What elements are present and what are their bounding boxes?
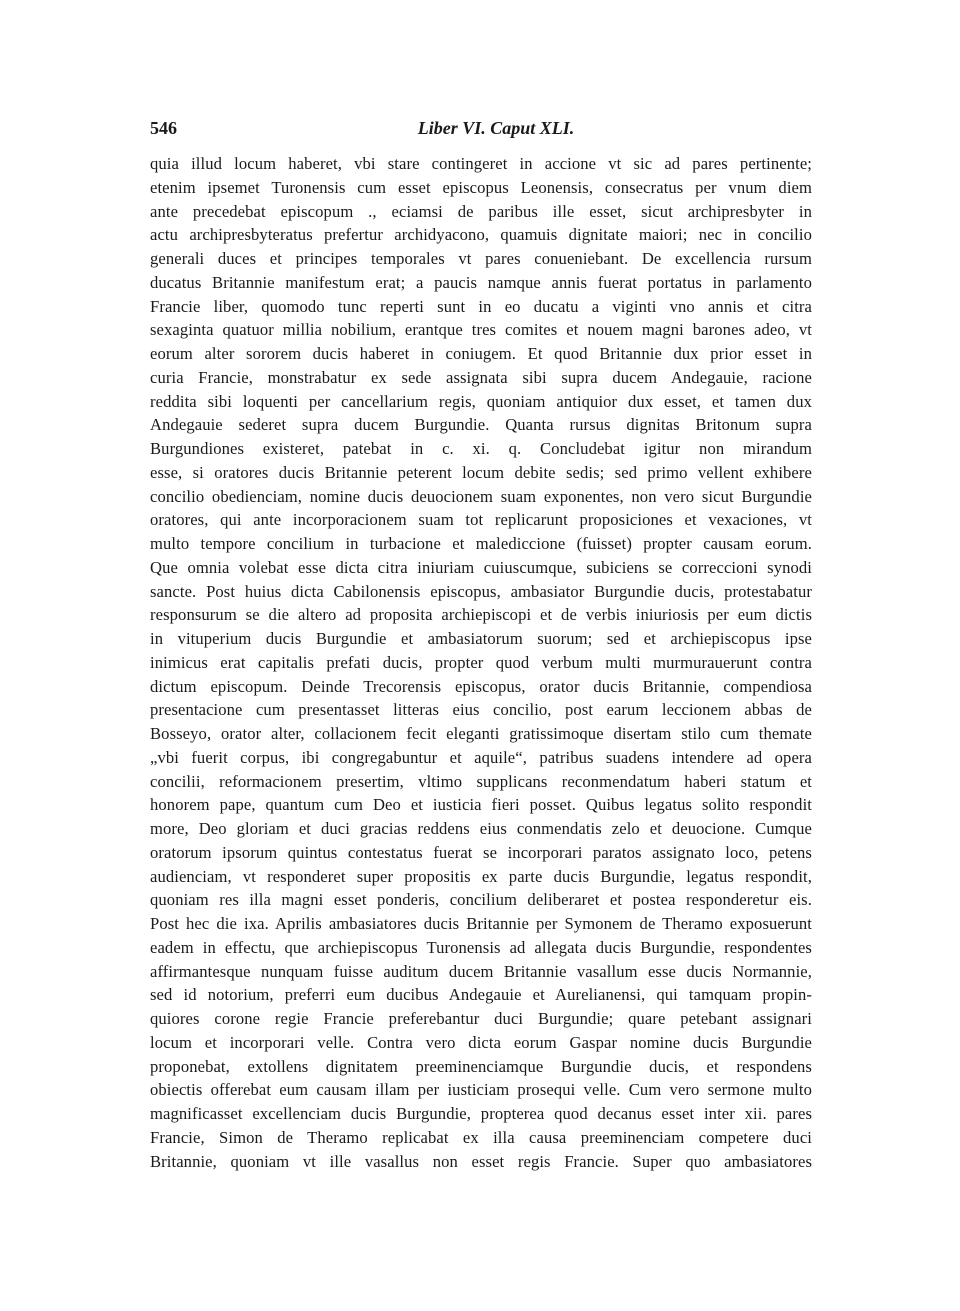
text-line: magnificasset excellenciam ducis Burgundie, propterea quod decanus esset inter xii. pares	[150, 1104, 812, 1123]
text-line: eadem in effectu, que archiepiscopus Turonensis ad allegata ducis Burgundie, respondentes	[150, 937, 812, 957]
text-line: esse, si oratores ducis Britannie peterent locum debite sedis; sed primo vellent exhibere	[150, 462, 812, 482]
text-line: quia illud locum haberet, vbi stare contingeret in accione vt sic ad pares pertinente;	[150, 154, 812, 173]
text-line: quoniam res illa magni esset ponderis, concilium deliberaret et postea responderetur eis.	[150, 890, 812, 910]
text-line: Francie, Simon de Theramo replicabat ex illa causa preeminenciam competere duci	[150, 1127, 812, 1147]
page-header	[150, 118, 812, 144]
page-number: 546	[150, 118, 177, 138]
text-line: Bosseyo, orator alter, collacionem fecit eleganti gratissimoque disertam stilo cum themate	[150, 724, 812, 743]
text-line: quiores corone regie Francie preferebantur duci Burgundie; quare petebant assignari	[150, 1009, 812, 1028]
text-line: inimicus erat capitalis prefati ducis, propter quod verbum multi murmurauerunt contra	[150, 652, 812, 672]
text-line: sexaginta quatuor millia nobilium, erantque tres comites et nouem magni barones adeo, vt	[150, 320, 812, 340]
text-line: reddita sibi loquenti per cancellarium regis, quoniam antiquior dux esset, et tamen dux	[150, 391, 812, 411]
text-line: multo tempore concilium in turbacione et malediccione (fuisset) propter causam eorum.	[150, 534, 812, 553]
text-line: concilio obedienciam, nomine ducis deuocionem suam exponentes, non vero sicut Burgundie	[150, 486, 812, 506]
text-line: locum et incorporari velle. Contra vero dicta eorum Gaspar nomine ducis Burgundie	[150, 1032, 812, 1052]
running-title: Liber VI. Caput XLI.	[417, 118, 575, 138]
text-line: Post hec die ixa. Aprilis ambasiatores ducis Britannie per Symonem de Theramo exposuerunt	[150, 914, 812, 933]
text-line: Burgundiones existeret, patebat in c. xi. q. Concludebat igitur non mirandum	[150, 439, 812, 458]
text-line: more, Deo gloriam et duci gracias reddens eius conmendatis zelo et deuocione. Cumque	[150, 819, 812, 838]
text-line: Britannie, quoniam vt ille vasallus non esset regis Francie. Super quo ambasiatores	[150, 1151, 812, 1171]
text-line: eorum alter sororem ducis haberet in coniugem. Et quod Britannie dux prior esset in	[150, 344, 812, 363]
text-line: audienciam, vt responderet super propositis ex parte ducis Burgundie, legatus respondit,	[150, 866, 812, 886]
text-line: ante precedebat episcopum ., eciamsi de paribus ille esset, sicut archipresbyter in	[150, 201, 812, 221]
text-line: dictum episcopum. Deinde Trecorensis episcopus, orator ducis Britannie, compendiosa	[150, 676, 812, 696]
text-line: obiectis offerebat eum causam illam per iusticiam prosequi velle. Cum vero sermone multo	[150, 1080, 812, 1100]
text-line: „vbi fuerit corpus, ibi congregabuntur et aquile“, patribus suadens intendere ad opera	[150, 747, 812, 767]
body-text	[150, 152, 812, 1173]
text-line: Que omnia volebat esse dicta citra iniuriam cuiuscumque, subiciens se correccioni synodi	[150, 557, 812, 577]
text-line: ducatus Britannie manifestum erat; a paucis namque annis fuerat portatus in parlamento	[150, 272, 812, 292]
text-line: generali duces et principes temporales vt pares conueniebant. De excellencia rursum	[150, 249, 812, 268]
text-line: sed id notorium, preferri eum ducibus Andegauie et Aurelianensi, qui tamquam propin-	[150, 985, 812, 1005]
text-line: honorem pape, quantum cum Deo et iusticia fieri posset. Quibus legatus solito respondit	[150, 795, 812, 815]
text-line: oratorum ipsorum quintus contestatus fuerat se incorporari paratos assignato loco, petens	[150, 842, 812, 862]
text-line: Francie liber, quomodo tunc reperti sunt in eo ducatu a viginti vno annis et citra	[150, 296, 812, 316]
text-line: presentacione cum presentasset litteras eius concilio, post earum leccionem abbas de	[150, 700, 812, 720]
text-line: Andegauie sederet supra ducem Burgundie. Quanta rursus dignitas Britonum supra	[150, 415, 812, 435]
text-line: etenim ipsemet Turonensis cum esset episcopus Leonensis, consecratus per vnum diem	[150, 177, 812, 197]
text-line: oratores, qui ante incorporacionem suam tot replicarunt proposiciones et vexaciones, vt	[150, 510, 812, 530]
text-line: actu archipresbyteratus prefertur archidyacono, quamuis dignitate maiori; nec in concilio	[150, 225, 812, 245]
text-line: curia Francie, monstrabatur ex sede assignata sibi supra ducem Andegauie, racione	[150, 367, 812, 387]
text-line: in vituperium ducis Burgundie et ambasiatorum suorum; sed et archiepiscopus ipse	[150, 629, 812, 648]
text-line: affirmantesque nunquam fuisse auditum ducem Britannie vasallum esse ducis Normannie,	[150, 961, 812, 981]
text-line: responsurum se die altero ad proposita archiepiscopi et de verbis iniuriosis per eum dictis	[150, 605, 812, 625]
text-line: concilii, reformacionem presertim, vltimo supplicans reconmendatum haberi statum et	[150, 771, 812, 791]
text-line: sancte. Post huius dicta Cabilonensis episcopus, ambasiator Burgundie ducis, protestabatur	[150, 581, 812, 601]
text-line: proponebat, extollens dignitatem preeminenciamque Burgundie ducis, et respondens	[150, 1056, 812, 1076]
book-page	[150, 118, 812, 1173]
